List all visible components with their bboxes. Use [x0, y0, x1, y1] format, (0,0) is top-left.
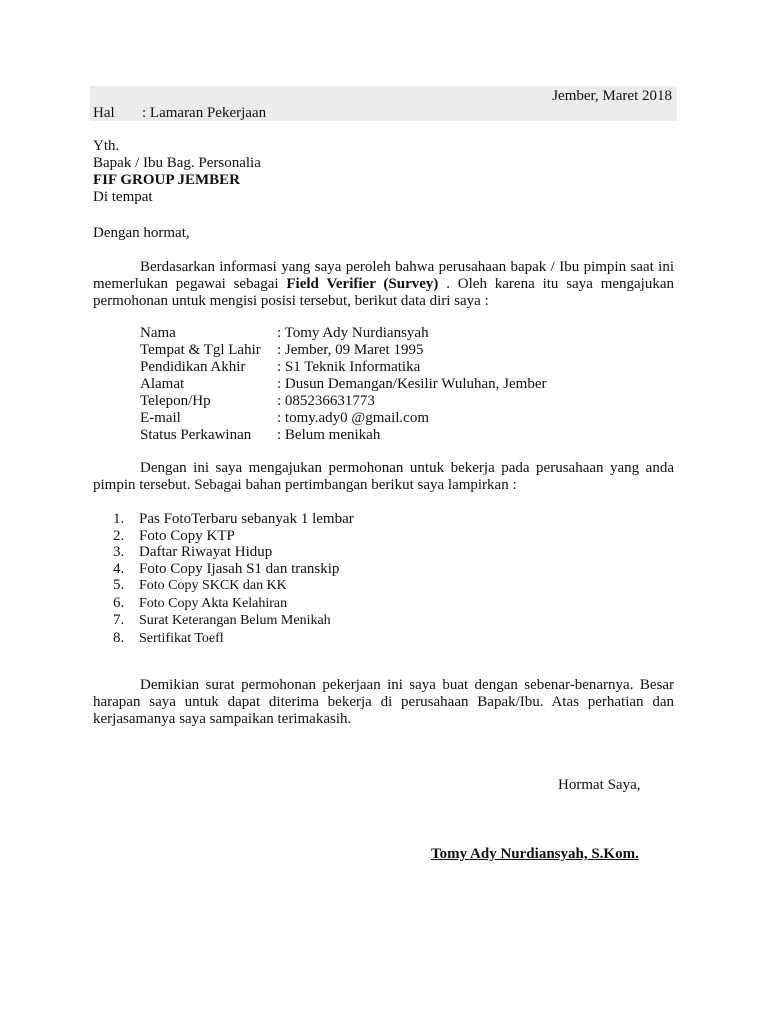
recipient-department: Bapak / Ibu Bag. Personalia [93, 155, 261, 171]
data-value-email: : tomy.ady0 @gmail.com [277, 410, 429, 426]
data-label-alamat: Alamat [140, 376, 185, 392]
greeting: Dengan hormat, [93, 225, 190, 241]
data-label-ttl: Tempat & Tgl Lahir [140, 342, 261, 358]
subject-label: Hal [93, 105, 115, 121]
attachment-number: 4. [113, 561, 125, 577]
recipient-salutation: Yth. [93, 138, 120, 154]
data-value-status: : Belum menikah [277, 427, 381, 443]
attachment-number: 5. [113, 577, 125, 593]
attachment-number: 1. [113, 511, 125, 527]
data-value-pendidikan: : S1 Teknik Informatika [277, 359, 421, 375]
data-value-alamat: : Dusun Demangan/Kesilir Wuluhan, Jember [277, 376, 547, 392]
attachment-number: 6. [113, 595, 125, 611]
data-value-ttl: : Jember, 09 Maret 1995 [277, 342, 424, 358]
position-name: Field Verifier (Survey) [286, 276, 439, 292]
paragraph-intro-before: Berdasarkan informasi yang saya peroleh bahwa perusahaan bapak / Ibu pimpin saat ini memerlukan pegawai sebagai [93, 259, 674, 292]
attachment-number: 3. [113, 544, 125, 560]
data-label-status: Status Perkawinan [140, 427, 252, 443]
attachment-item: Foto Copy Ijasah S1 dan transkip [139, 561, 340, 577]
paragraph-request [93, 460, 674, 494]
data-label-telepon: Telepon/Hp [140, 393, 211, 409]
attachment-number: 8. [113, 630, 125, 646]
data-value-nama: : Tomy Ady Nurdiansyah [277, 325, 429, 341]
paragraph-request-text: Dengan ini saya mengajukan permohonan untuk bekerja pada perusahaan yang anda pimpin tersebut. Sebagai bahan pertimbangan berikut saya lampirkan : [93, 460, 674, 493]
attachment-item: Foto Copy KTP [139, 528, 235, 544]
place-date: Jember, Maret 2018 [552, 88, 672, 104]
attachment-number: 2. [113, 528, 125, 544]
data-label-nama: Nama [140, 325, 176, 341]
subject-value: : Lamaran Pekerjaan [142, 105, 267, 121]
recipient-place: Di tempat [93, 189, 153, 205]
data-value-telepon: : 085236631773 [277, 393, 375, 409]
data-label-email: E-mail [140, 410, 181, 426]
attachment-item: Daftar Riwayat Hidup [139, 544, 273, 560]
signer-name: Tomy Ady Nurdiansyah, S.Kom. [431, 846, 639, 862]
paragraph-closing-text: Demikian surat permohonan pekerjaan ini saya buat dengan sebenar-benarnya. Besar harapan saya untuk dapat diterima bekerja di perusahaan Bapak/Ibu. Atas perhatian dan kerjasamanya saya sampaikan terimakasih. [93, 677, 674, 727]
attachment-item: Sertifikat Toefl [139, 631, 224, 646]
closing-regards: Hormat Saya, [558, 777, 641, 793]
data-label-pendidikan: Pendidikan Akhir [140, 359, 246, 375]
attachment-item: Surat Keterangan Belum Menikah [139, 613, 331, 628]
attachment-item: Foto Copy Akta Kelahiran [139, 596, 288, 611]
recipient-company: FIF GROUP JEMBER [93, 172, 240, 188]
paragraph-intro [93, 259, 674, 310]
attachment-item: Pas FotoTerbaru sebanyak 1 lembar [139, 511, 354, 527]
paragraph-intro-after: . Oleh karena itu saya mengajukan permohonan untuk mengisi posisi tersebut, berikut data diri saya : [93, 276, 675, 309]
attachment-item: Foto Copy SKCK dan KK [139, 578, 287, 593]
paragraph-closing [93, 677, 674, 728]
attachment-number: 7. [113, 612, 125, 628]
